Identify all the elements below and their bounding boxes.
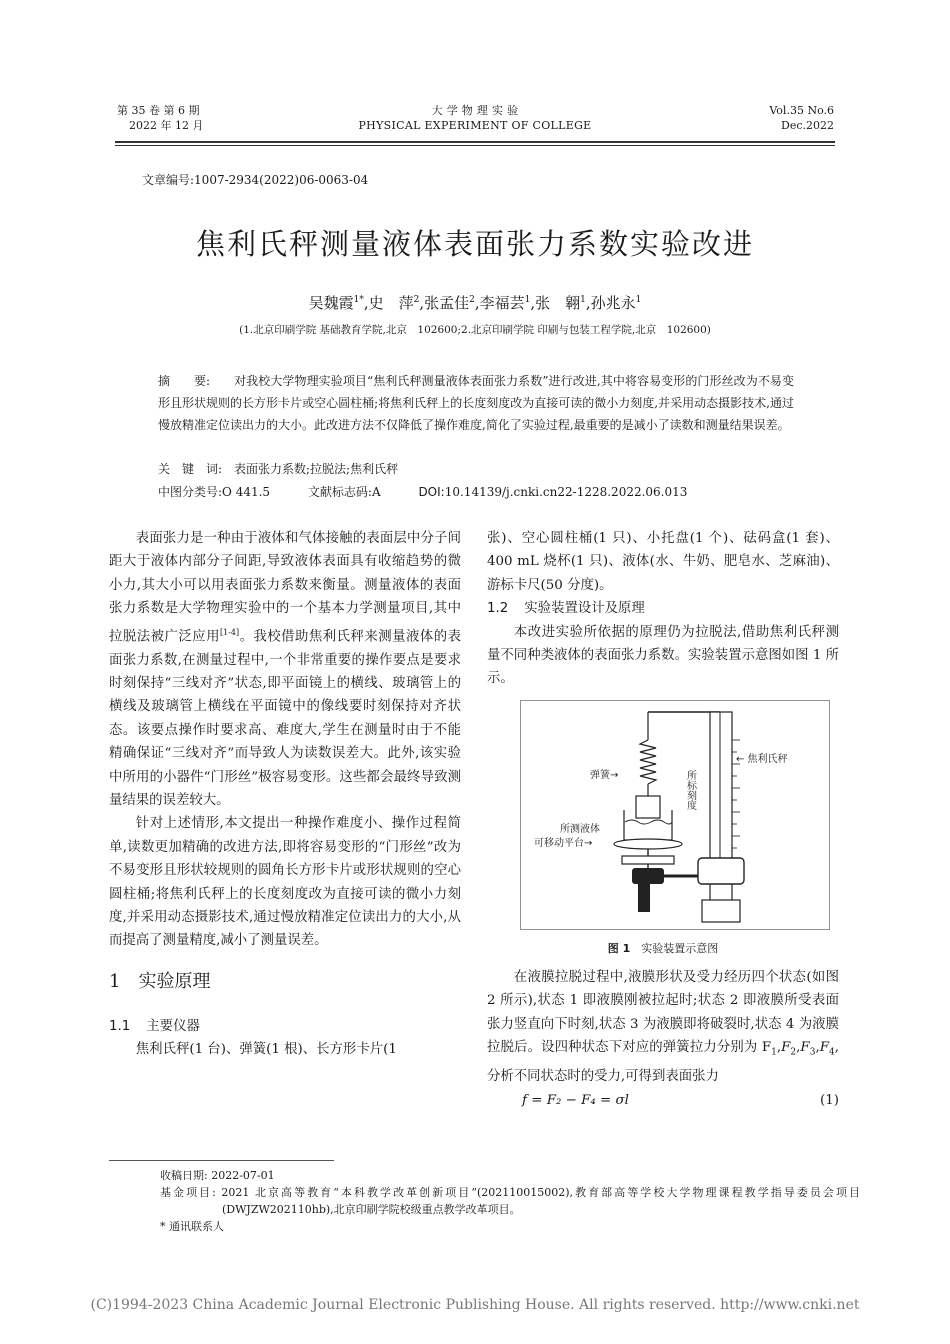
clc-label: 中图分类号:: [158, 485, 223, 499]
keywords: [158, 458, 798, 480]
para-text: 表面张力是一种由于液体和气体接触的表面层中分子间距大于液体内部分子间距,导致液体表面具有收缩趋势的微小力,其大小可以用表面张力系数来衡量。测量液体的表面张力系数是大学物理实验中的一个基本力学测量项目,其中拉脱法被广泛应用: [109, 531, 461, 645]
affiliation: (1.北京印刷学院 基础教育学院,北京 102600;2.北京印刷学院 印刷与包装工程学院,北京 102600): [239, 324, 711, 336]
right-column: [487, 527, 839, 691]
abstract: [158, 370, 794, 436]
author-sup: 1*: [353, 295, 364, 305]
force-paragraph: 在液膜拉脱过程中,液膜形状及受力经历四个状态(如图 2 所示),状态 1 即液膜刚被拉起时;状态 2 即液膜所受表面张力竖直向下时刻,状态 3 为液膜即将破裂时,状态 4 为液膜拉脱后。设四种状态下对应的弹簧拉力分别为 $F_1,F_2,F_3,F_4$,分析不同状态时的受力,可得到表面张力: [487, 970, 839, 1085]
label-liquid: 所测液体: [560, 824, 600, 835]
left-column: [109, 527, 461, 1062]
journal-volume-en: [700, 103, 834, 133]
doi-label: DOI:: [418, 485, 445, 499]
label-spring: 弹簧→: [590, 770, 619, 781]
abstract-text: 对我校大学物理实验项目“焦利氏秤测量液体表面张力系数”进行改进,其中将容易变形的门形丝改为不易变形且形状规则的长方形卡片或空心圆柱桶;将焦利氏秤上的长度刻度改为直接可读的微小力刻度,并采用动态摄影技术,通过慢放精准定位读出力的大小。此改进方法不仅降低了操作难度,简化了实验过程,最重要的是减小了读数和测量结果误差。: [158, 374, 794, 432]
subsection-title: 实验装置设计及原理: [524, 601, 645, 617]
caption-text: 实验装置示意图: [641, 942, 719, 955]
beaker: [624, 810, 672, 840]
author-sup: 1: [524, 295, 531, 305]
header-rule-thin: [115, 145, 835, 146]
equation-number: (1): [820, 1092, 839, 1108]
subsection-title: 主要仪器: [146, 1018, 200, 1034]
footnote-rule: [109, 1160, 334, 1161]
citation-ref: [1-4]: [219, 627, 240, 637]
subsection-number: 1.1: [109, 1018, 131, 1034]
corresponding-author: * 通讯联系人: [160, 1220, 224, 1233]
journal-name: [300, 103, 650, 133]
doi-value: 10.14139/j.cnki.cn22-1228.2022.06.013: [444, 485, 688, 499]
doc-code-label: 文献标志码:: [307, 485, 372, 499]
label-platform: 可移动平台→: [534, 838, 593, 849]
author-sup: 2: [469, 295, 475, 305]
label-scale: 所标刻度: [684, 770, 696, 810]
spring: [640, 740, 656, 784]
section-heading: 1 实验原理: [109, 970, 211, 992]
clc-code: O 441.5: [222, 485, 271, 499]
equipment-continued: 张)、空心圆柱桶(1 只)、小托盘(1 个)、砝码盒(1 套)、400 mL 烧杯(1 只)、液体(水、牛奶、肥皂水、芝麻油)、游标卡尺(50 分度)。: [487, 531, 839, 593]
volume-issue: 第 35 卷 第 6 期: [117, 104, 200, 117]
subscript: 4: [829, 1047, 835, 1058]
journal-name-cn: 大 学 物 理 实 验: [431, 104, 519, 117]
caption-number: 图 1: [607, 942, 631, 955]
clamp-screw: [638, 884, 650, 912]
keywords-label: 关 键 词:: [158, 462, 223, 476]
figure-1-apparatus: [520, 700, 830, 930]
subscript: 2: [790, 1047, 797, 1058]
subsection-heading-1-2: [487, 597, 839, 620]
equation-1: [487, 1089, 839, 1112]
equipment-paragraph: 焦利氏秤(1 台)、弹簧(1 根)、长方形卡片(1: [135, 1042, 397, 1058]
column-clamp: [698, 858, 744, 884]
header-rule: [115, 141, 835, 143]
author: ,张 翱: [530, 294, 581, 312]
received-date: 收稿日期: 2022-07-01: [160, 1169, 275, 1182]
author: ,李福芸: [474, 294, 525, 312]
author: ,张孟佳: [419, 294, 470, 312]
abstract-label: 摘 要:: [158, 374, 211, 388]
author: ,孙兆永: [585, 294, 636, 312]
author-sup: 2: [413, 295, 420, 305]
funding: 基金项目: 2021 北京高等教育“本科教学改革创新项目”(202110015002),教育部高等学校大学物理课程教学指导委员会项目(DWJZW202110hb),北京印刷学院校级重点教学改革项目。: [160, 1186, 860, 1216]
clamp-knob: [632, 868, 664, 884]
column-base: [702, 900, 740, 922]
liquid-surface: [625, 820, 672, 824]
footnotes: [160, 1167, 860, 1235]
intro-paragraph-1: [109, 527, 461, 812]
platform: [614, 839, 682, 849]
subscript: 3: [809, 1047, 816, 1058]
hanging-cylinder: [636, 796, 660, 818]
paper-title: 焦利氏秤测量液体表面张力系数实验改进: [195, 227, 754, 261]
label-jolly-balance: ← 焦利氏秤: [736, 754, 788, 765]
principle-paragraph: 本改进实验所依据的原理仍为拉脱法,借助焦利氏秤测量不同种类液体的表面张力系数。实验装置示意图如图 1 所示。: [487, 624, 839, 687]
article-number: 文章编号:1007-2934(2022)06-0063-04: [142, 173, 369, 187]
volume-en: Vol.35 No.6: [769, 104, 834, 117]
figure-1-caption: [487, 940, 839, 956]
right-column-lower: [487, 966, 839, 1112]
para-text: ,分析不同状态时的受力,可得到表面张力: [487, 1040, 839, 1085]
classification-line: [158, 481, 798, 503]
figure-frame: [521, 701, 830, 930]
keywords-text: 表面张力系数;拉脱法;焦利氏秤: [234, 462, 399, 476]
issue-date: 2022 年 12 月: [129, 119, 204, 132]
subsection-number: 1.2: [487, 601, 509, 617]
date-en: Dec.2022: [781, 119, 834, 132]
author: ,史 萍: [363, 294, 414, 312]
journal-volume: [117, 103, 247, 133]
platform-arm: [622, 856, 674, 864]
author-sup: 1: [580, 295, 586, 305]
doc-code: A: [371, 485, 381, 499]
subsection-heading-1-1: [109, 1015, 461, 1038]
copyright-line: (C)1994-2023 China Academic Journal Electronic Publishing House. All rights reserved. http://www.cnki.net: [90, 1297, 860, 1313]
author-sup: 1: [635, 295, 642, 305]
intro-paragraph-2: 针对上述情形,本文提出一种操作难度小、操作过程简单,读数更加精确的改进方法,即将容易变形的“门形丝”改为不易变形且形状较规则的圆角长方形卡片或形状规则的空心圆柱桶;将焦利氏秤上的长度刻度改为直接可读的微小力刻度,并采用动态摄影技术,通过慢放精准定位读出力的大小,从而提高了测量精度,减小了测量误差。: [109, 816, 461, 949]
author-list: [0, 292, 950, 313]
equation-text: f = F₂ − F₄ = σl: [522, 1092, 629, 1108]
para-text: 。我校借助焦利氏秤来测量液体的表面张力系数,在测量过程中,一个非常重要的操作要点是要求时刻保持“三线对齐”状态,即平面镜上的横线、玻璃管上的横线及玻璃管上横线在平面镜中的像线要时刻保持对齐状态。该要点操作时要求高、难度大,学生在测量时由于不能精确保证“三线对齐”而导致人为读数误差大。此外,该实验中所用的小器件“门形丝”极容易变形。这些都会最终导致测量结果的误差较大。: [109, 629, 462, 808]
subscript: 1: [771, 1047, 777, 1058]
author: 吴魏霞: [308, 294, 354, 312]
journal-name-en: PHYSICAL EXPERIMENT OF COLLEGE: [358, 119, 592, 132]
para-text: 在液膜拉脱过程中,液膜形状及受力经历四个状态(如图 2 所示),状态 1 即液膜刚被拉起时;状态 2 即液膜所受表面张力竖直向下时刻,状态 3 为液膜即将破裂时,状态 4 为液膜拉脱后。设四种状态下对应的弹簧拉力分别为 F: [487, 970, 839, 1056]
